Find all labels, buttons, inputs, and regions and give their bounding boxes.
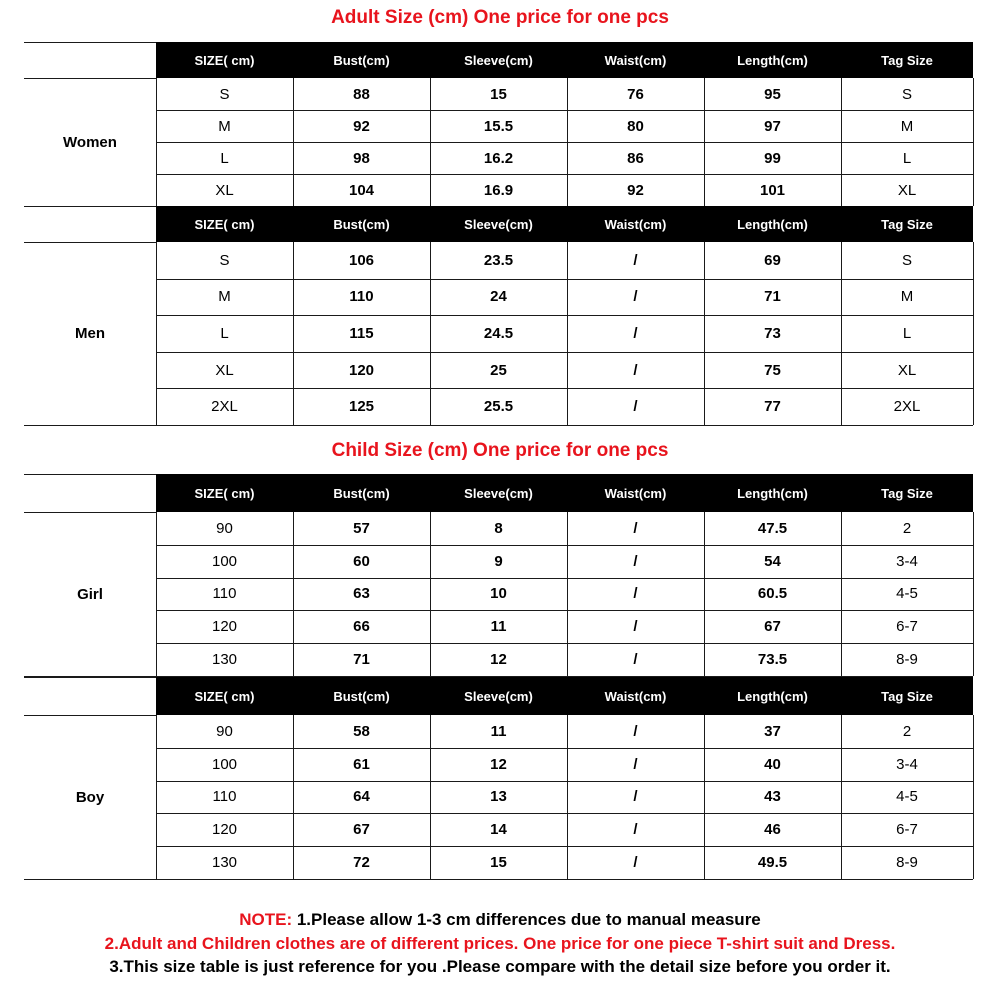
table-row-rule [156,545,973,546]
table-cell: 106 [348,251,375,269]
table-cell: M [218,288,231,306]
table-cell: 120 [211,821,238,839]
column-header: Tag Size [881,52,933,68]
table-cell: 46 [764,821,781,839]
table-cell: 86 [627,149,644,167]
table-cell: L [902,324,912,342]
table-cell: / [633,361,638,379]
table-cell: 11 [490,722,507,740]
table-cell: 80 [627,117,644,135]
table-cell: 73 [764,324,781,342]
table-cell: 110 [212,788,237,806]
table-cell: 130 [211,651,238,669]
table-cell: 24.5 [483,324,514,342]
table-cell: 43 [764,788,781,806]
column-header: Sleeve(cm) [464,216,533,232]
table-cell: M [900,288,914,306]
table-bottom-rule [24,425,973,426]
table-cell: 3-4 [896,755,918,773]
table-cell: M [218,117,231,135]
table-row-rule [156,578,973,579]
table-cell: / [633,324,638,342]
table-column-rule [973,715,974,879]
table-cell: XL [215,361,234,379]
boy-group-label: Boy [75,788,105,806]
table-cell: 97 [764,117,781,135]
table-cell: 13 [490,788,507,806]
table-cell: / [633,251,638,269]
table-cell: L [220,324,229,342]
column-header: Tag Size [881,216,933,232]
table-cell: S [901,85,912,103]
column-header: SIZE( cm) [194,688,255,704]
table-row-rule [156,388,973,389]
column-header: Bust(cm) [333,485,390,501]
table-cell: 67 [764,618,781,636]
note-line-3: 3.This size table is just reference for you .Please compare with the detail size before you order it. [109,957,891,976]
boy-header-row [156,677,973,715]
table-cell: 9 [494,552,503,570]
column-header: Bust(cm) [333,52,390,68]
table-row-rule [156,748,973,749]
table-cell: 90 [216,722,233,740]
table-cell: 23.5 [483,251,514,269]
table-column-rule [973,78,974,206]
table-row-rule [156,846,973,847]
table-cell: XL [897,181,917,199]
table-row-rule [156,142,973,143]
column-header: Tag Size [881,485,933,501]
table-row-rule [156,643,973,644]
table-cell: / [633,398,638,416]
column-header: SIZE( cm) [194,216,255,232]
table-cell: 12 [490,651,507,669]
table-cell: 130 [211,854,238,872]
table-cell: 110 [212,585,237,603]
girl-group-label: Girl [77,585,103,603]
table-cell: 25 [490,361,507,379]
table-cell: / [633,618,638,636]
column-header: Waist(cm) [604,688,667,704]
column-header: Waist(cm) [604,485,667,501]
column-header: Tag Size [881,688,933,704]
table-column-rule [973,242,974,425]
table-cell: 100 [211,552,238,570]
table-cell: / [633,651,638,669]
table-cell: 66 [353,618,370,636]
table-cell: 57 [353,519,370,537]
table-cell: 88 [353,85,370,103]
table-cell: 67 [353,821,370,839]
column-header: Sleeve(cm) [464,688,533,704]
table-cell: 90 [216,519,233,537]
table-cell: / [633,755,638,773]
column-header: Length(cm) [737,216,808,232]
note-label: NOTE: [239,910,293,929]
table-cell: 6-7 [896,618,918,636]
table-cell: 40 [764,755,781,773]
table-row-rule [156,781,973,782]
table-row-rule [156,315,973,316]
column-header: Bust(cm) [333,216,390,232]
table-cell: 4-5 [896,585,918,603]
table-cell: 25.5 [483,398,514,416]
table-cell: L [220,149,229,167]
table-cell: 120 [211,618,238,636]
table-cell: 24 [490,288,507,306]
column-header: SIZE( cm) [194,52,255,68]
column-header: Sleeve(cm) [464,52,533,68]
table-cell: 76 [627,85,644,103]
column-header: Waist(cm) [604,52,667,68]
table-cell: 73.5 [757,651,788,669]
table-row-rule [156,174,973,175]
table-cell: 75 [764,361,781,379]
table-row-rule [156,610,973,611]
notes [0,908,1000,979]
table-bottom-rule [24,879,973,880]
table-cell: 95 [764,85,781,103]
table-cell: 54 [764,552,781,570]
table-cell: XL [215,181,234,199]
table-row-rule [156,279,973,280]
note-1-text: 1.Please allow 1-3 cm differences due to manual measure [292,910,761,929]
column-header: Waist(cm) [604,216,667,232]
table-cell: / [633,854,638,872]
column-header: Bust(cm) [333,688,390,704]
table-column-rule [973,512,974,676]
child-size-title: Child Size (cm) One price for one pcs [331,440,669,461]
table-cell: 120 [348,361,375,379]
table-cell: 8-9 [896,854,918,872]
table-cell: 49.5 [757,854,788,872]
table-cell: 58 [353,722,370,740]
table-cell: 2XL [211,398,238,416]
women-group-label: Women [63,133,117,151]
table-cell: / [633,788,638,806]
table-cell: 16.9 [483,181,514,199]
table-cell: 15.5 [483,117,514,135]
table-cell: 61 [353,755,370,773]
table-cell: 60.5 [757,585,788,603]
adult-size-title: Adult Size (cm) One price for one pcs [331,7,669,28]
table-cell: 115 [349,324,374,342]
table-cell: 64 [353,788,370,806]
table-cell: / [633,585,638,603]
table-cell: 3-4 [896,552,918,570]
table-cell: 11 [490,618,507,636]
table-cell: 63 [353,585,370,603]
women-header-row [156,42,973,78]
table-cell: 100 [211,755,238,773]
table-cell: 60 [353,552,370,570]
table-cell: 110 [349,288,374,306]
table-cell: 2 [902,519,912,537]
table-cell: 77 [764,398,781,416]
note-line-2: 2.Adult and Children clothes are of different prices. One price for one piece T-shirt suit and Dress. [104,933,896,953]
table-cell: 15 [490,85,507,103]
table-cell: M [900,117,914,135]
table-cell: 8 [494,519,503,537]
table-cell: / [633,552,638,570]
table-cell: XL [897,361,917,379]
table-cell: S [219,251,230,269]
table-cell: 10 [490,585,507,603]
table-cell: 92 [627,181,644,199]
column-header: Sleeve(cm) [464,485,533,501]
girl-header-row [156,474,973,512]
table-cell: 6-7 [896,821,918,839]
men-header-row [156,206,973,242]
table-cell: 12 [490,755,507,773]
table-cell: 72 [353,854,370,872]
note-line-1 [0,908,1000,932]
table-cell: S [219,85,230,103]
table-cell: / [633,519,638,537]
table-cell: 47.5 [757,519,788,537]
table-cell: 37 [764,722,781,740]
table-cell: 92 [353,117,370,135]
table-cell: 104 [348,181,375,199]
column-header: Length(cm) [737,688,808,704]
men-group-label: Men [75,325,105,342]
table-cell: 15 [490,854,507,872]
table-cell: / [633,821,638,839]
column-header: Length(cm) [737,52,808,68]
table-cell: 8-9 [896,651,918,669]
table-cell: S [901,251,912,269]
table-cell: 71 [764,288,781,306]
table-cell: 98 [353,149,370,167]
table-cell: 14 [490,821,507,839]
table-cell: 99 [764,149,781,167]
table-cell: 2XL [893,398,921,416]
column-header: Length(cm) [737,485,808,501]
table-cell: 125 [348,398,375,416]
table-cell: L [902,149,912,167]
table-cell: / [633,288,638,306]
table-cell: / [633,722,638,740]
table-cell: 16.2 [483,149,514,167]
table-cell: 101 [759,181,786,199]
table-row-rule [156,813,973,814]
table-cell: 71 [353,651,370,669]
column-header: SIZE( cm) [194,485,255,501]
table-row-rule [156,352,973,353]
table-cell: 69 [764,251,781,269]
table-cell: 2 [902,722,912,740]
table-cell: 4-5 [896,788,918,806]
table-row-rule [156,110,973,111]
